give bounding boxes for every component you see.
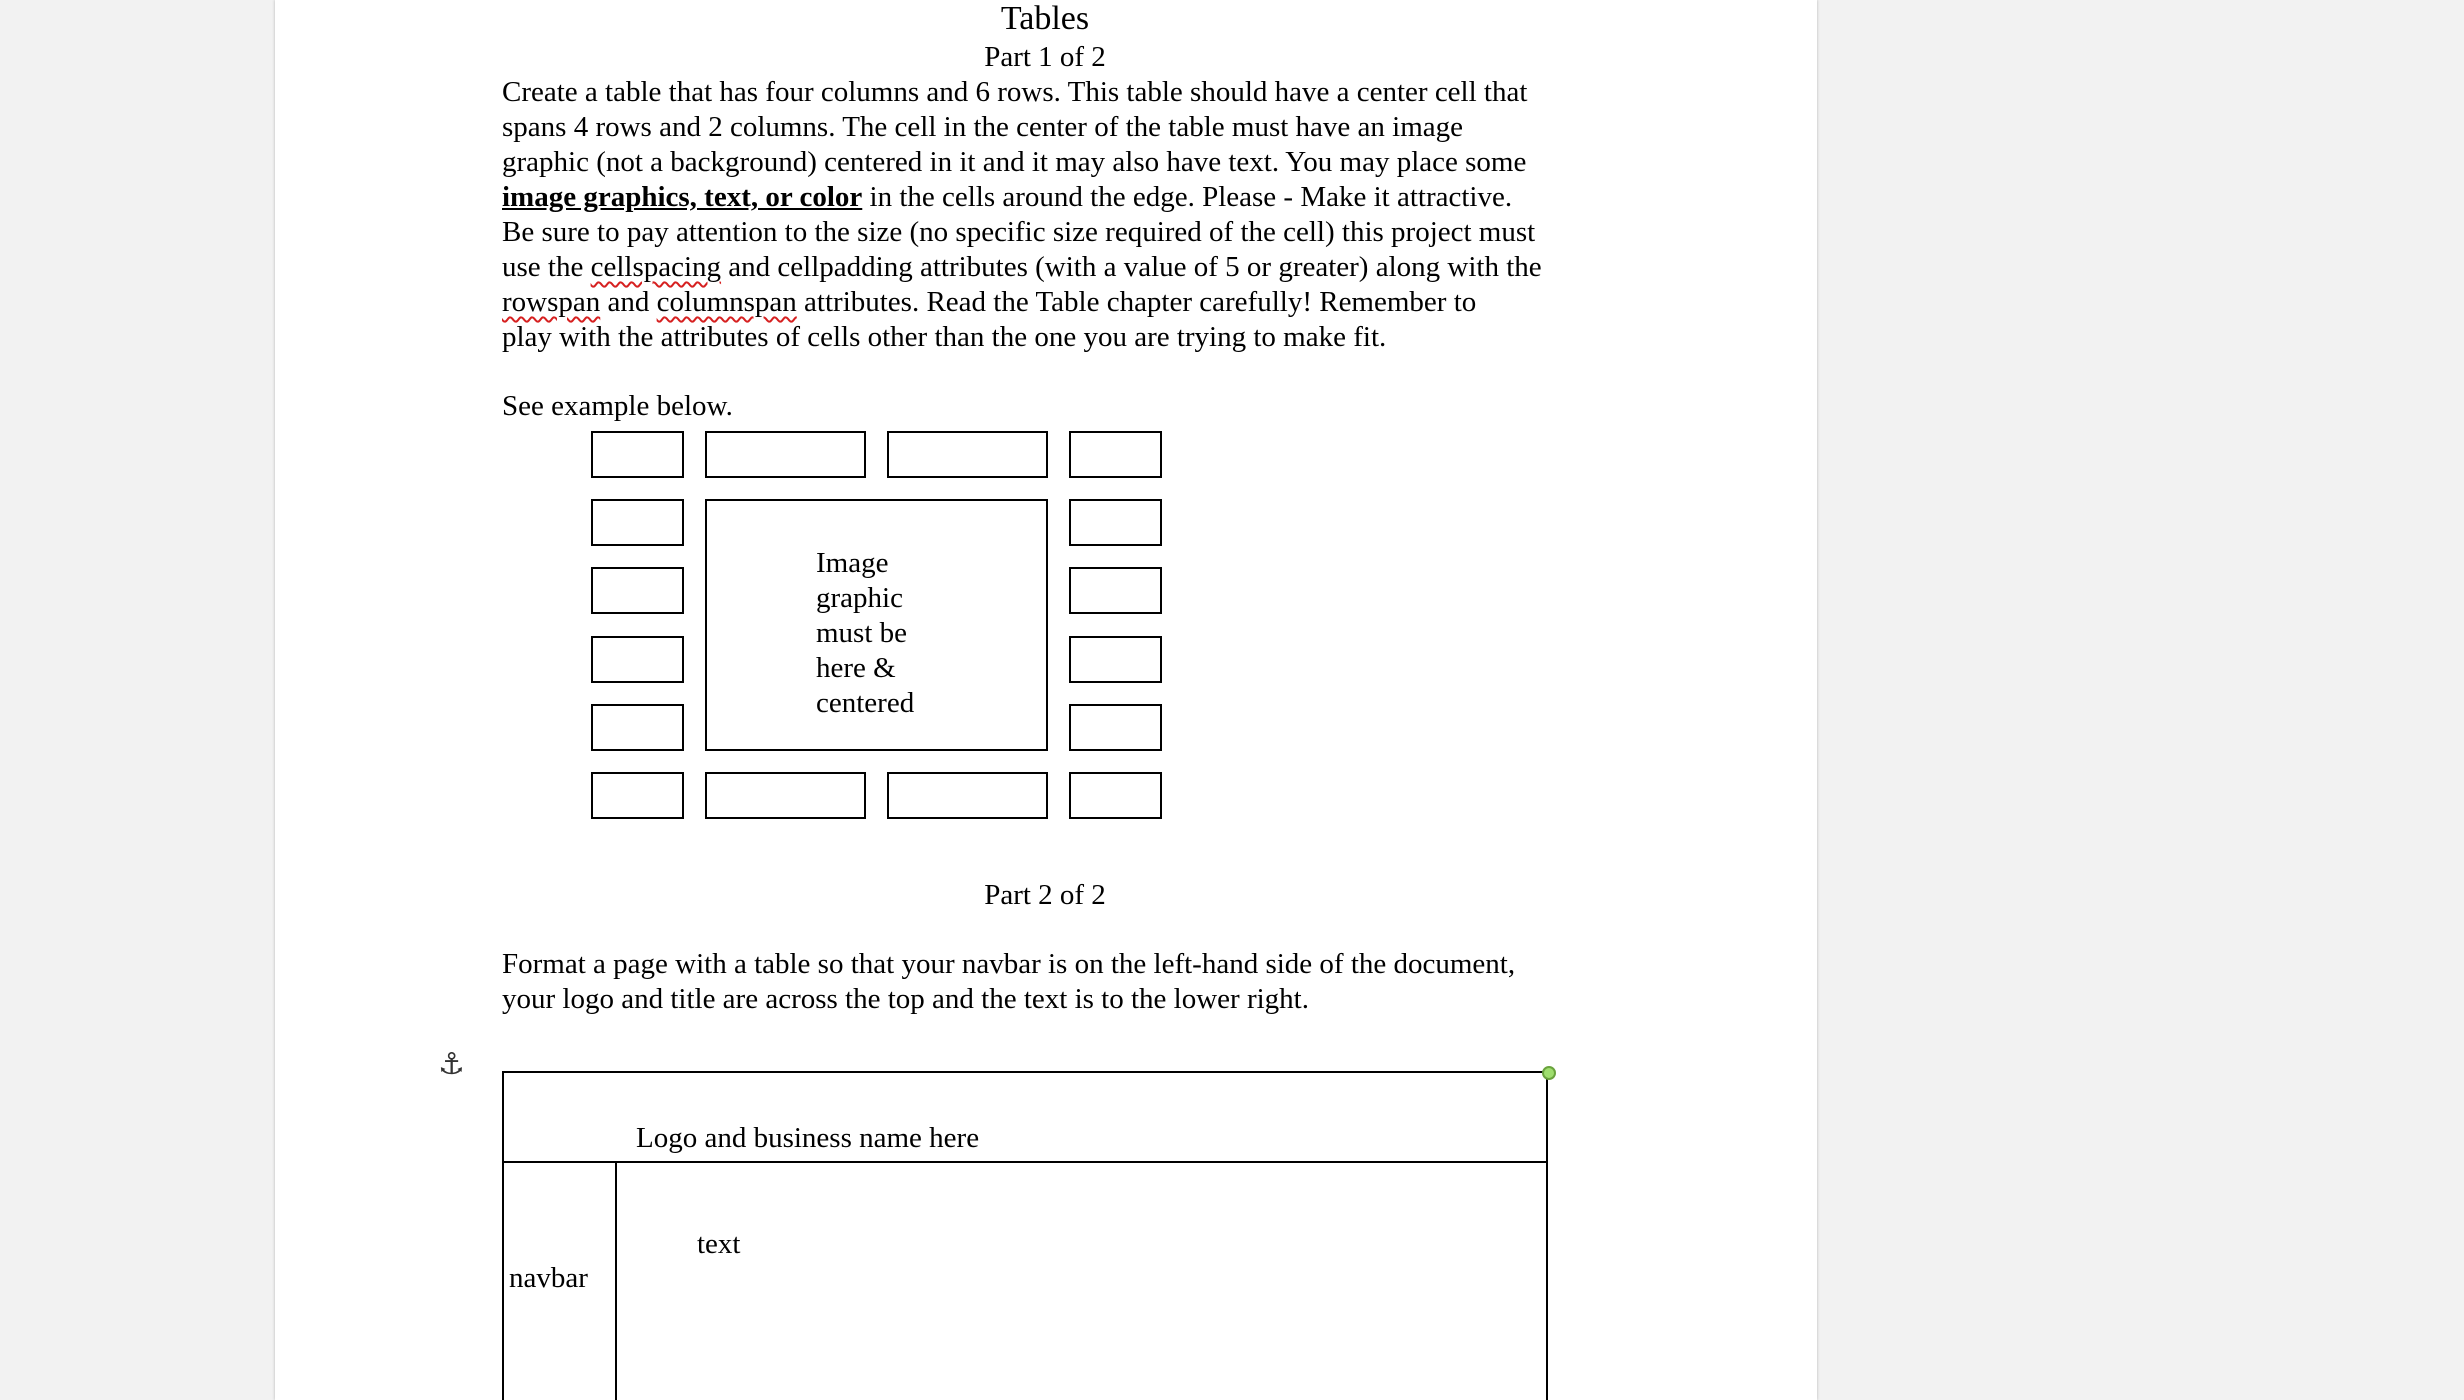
- part2-heading: Part 2 of 2: [984, 879, 1106, 911]
- paragraph-line: Create a table that has four columns and 6 rows. This table should have a center cell that: [502, 76, 1528, 108]
- paragraph-line: Be sure to pay attention to the size (no specific size required of the cell) this project must: [502, 216, 1536, 248]
- edge-cell: [705, 772, 866, 819]
- navbar-cell-label: navbar: [509, 1262, 588, 1294]
- paragraph-line: spans 4 rows and 2 columns. The cell in the center of the table must have an image: [502, 111, 1464, 143]
- edge-cell: [591, 431, 684, 478]
- resize-handle[interactable]: [1542, 1066, 1556, 1080]
- edge-cell: [591, 704, 684, 751]
- header-cell-label: Logo and business name here: [636, 1122, 980, 1154]
- header-divider: [502, 1161, 1548, 1163]
- part2-paragraph: [502, 947, 1612, 1017]
- text-cell-label: text: [697, 1228, 741, 1260]
- edge-cell: [1069, 772, 1162, 819]
- paragraph-line: Format a page with a table so that your navbar is on the left-hand side of the document,: [502, 948, 1516, 980]
- center-cell: [705, 499, 1048, 751]
- navbar-divider: [615, 1161, 617, 1400]
- line6-b: and cellpadding attributes (with a value of 5 or greater) along with the: [721, 251, 1542, 283]
- table-right-border: [1546, 1071, 1548, 1400]
- line4-rest: in the cells around the edge. Please - Make it attractive.: [862, 181, 1513, 213]
- edge-cell: [591, 499, 684, 546]
- paragraph-line: [502, 285, 1612, 320]
- table-top-border: [502, 1071, 1548, 1073]
- edge-cell: [705, 431, 866, 478]
- edge-cell: [1069, 704, 1162, 751]
- edge-cell: [1069, 636, 1162, 683]
- edge-cell: [591, 636, 684, 683]
- edge-cell: [1069, 431, 1162, 478]
- edge-cell: [1069, 567, 1162, 614]
- paragraph-line: your logo and title are across the top and the text is to the lower right.: [502, 983, 1309, 1015]
- center-line: here &: [816, 652, 896, 684]
- paragraph-line: [502, 250, 1612, 285]
- paragraph-line: graphic (not a background) centered in it and it may also have text. You may place some: [502, 146, 1527, 178]
- part1-paragraph: [502, 75, 1612, 355]
- edge-cell: [887, 772, 1048, 819]
- paragraph-line: [502, 180, 1612, 215]
- edge-cell: [1069, 499, 1162, 546]
- center-cell-text: [816, 546, 914, 721]
- edge-cell: [591, 772, 684, 819]
- spellcheck-word-cellspacing[interactable]: cellspacing: [590, 251, 722, 283]
- table-left-border: [502, 1071, 504, 1400]
- spellcheck-word-columnspan[interactable]: columnspan: [656, 286, 797, 318]
- edge-cell: [887, 431, 1048, 478]
- center-line: centered: [816, 687, 915, 719]
- center-line: must be: [816, 617, 908, 649]
- example-label: See example below.: [502, 390, 733, 422]
- part1-heading: Part 1 of 2: [984, 41, 1106, 73]
- center-line: Image: [816, 547, 889, 579]
- anchor-icon[interactable]: ⚓: [438, 1047, 465, 1082]
- spellcheck-word-rowspan[interactable]: rowspan: [502, 286, 601, 318]
- paragraph-line: play with the attributes of cells other than the one you are trying to make fit.: [502, 321, 1387, 353]
- line6-a: use the: [502, 251, 591, 283]
- document-title: Tables: [1000, 0, 1090, 37]
- line7-b: attributes. Read the Table chapter carefully! Remember to: [796, 286, 1477, 318]
- center-line: graphic: [816, 582, 903, 614]
- line7-mid: and: [600, 286, 657, 318]
- edge-cell: [591, 567, 684, 614]
- emphasis-text: image graphics, text, or color: [502, 181, 863, 213]
